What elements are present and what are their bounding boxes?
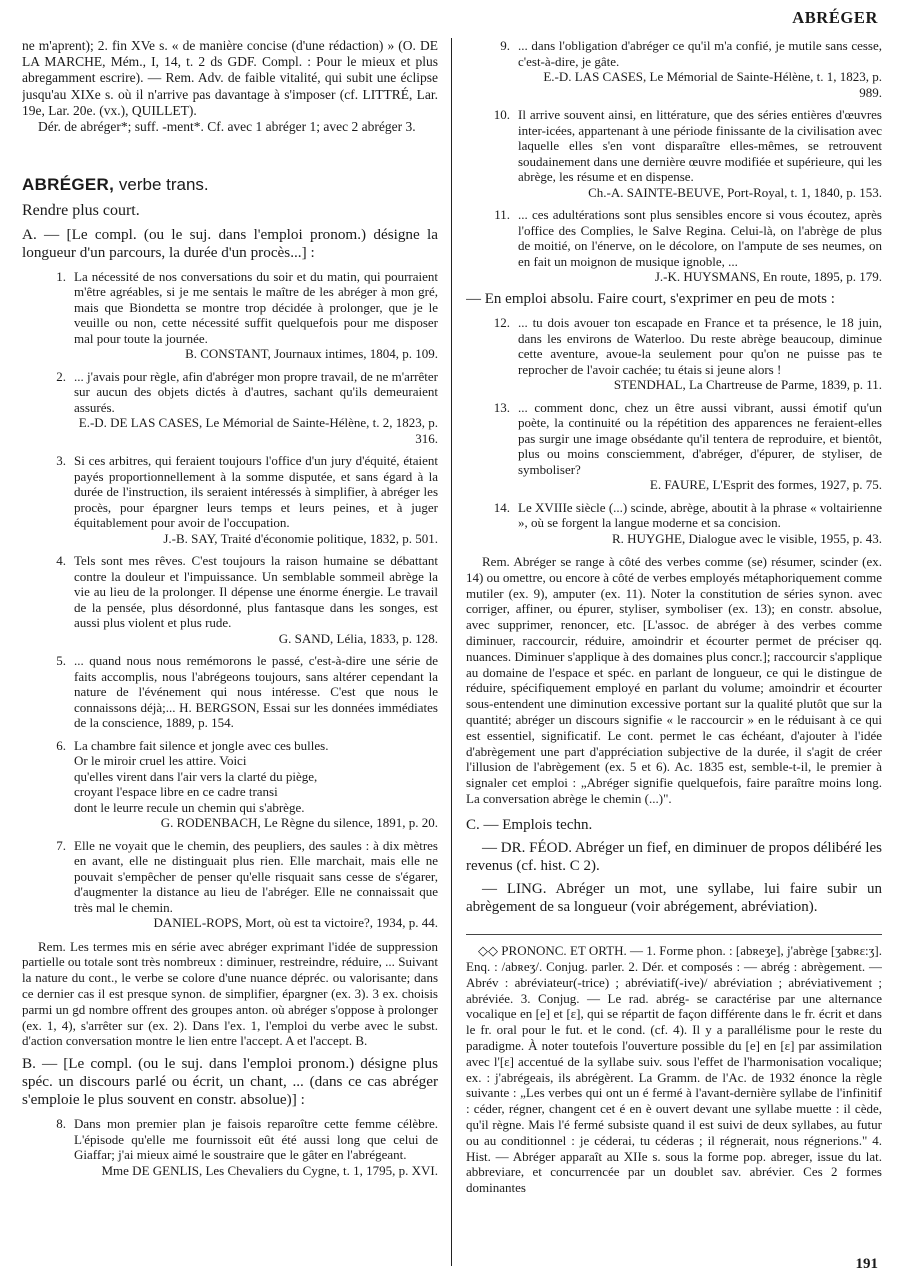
example-item [466, 315, 882, 393]
entry-heading [22, 177, 438, 193]
example-text: ... j'avais pour règle, afin d'abréger mon propre travail, de ne m'arrêter sur aucun des objets dictés à d'autres, sachant qu'ils demeuraient assurés. [74, 368, 438, 415]
example-item [466, 500, 882, 547]
example-source: B. CONSTANT, Journaux intimes, 1804, p. 109. [185, 346, 438, 362]
example-text: Elle ne voyait que le chemin, des peupliers, des saules : à dix mètres en avant, elle ne distinguait plus rien. Elle marchait, mais elle ne pouvait s'empêcher de penser qu'elle risquait sans cesse de s'égarer, d'augmenter la distance au lieu de l'abréger. Elle ne connaissait que très mal le chemin. [74, 837, 438, 915]
example-item [466, 107, 882, 200]
running-head: ABRÉGER [792, 8, 878, 27]
example-text: Le XVIIIe siècle (...) scinde, abrège, aboutit à la phrase « voltairienne », où se forgent la langue moderne et sa concision. [518, 499, 882, 530]
headword: ABRÉGER, [22, 175, 115, 195]
remark-paragraph: Rem. Les termes mis en série avec abréger exprimant l'idée de suppression partielle ou totale sont très nombreux : diminuer, restreindre, réduire, ... Suivant la nature du cont., le verbe se colore d'une nuance dépréc. ou valorisante; dans ce dernier cas il est presque synon. de simplifier, épargner (ex. 3). 3 ex. choisis parmi un gd nombre offrent des groupes anton. où abréger s'oppose à prolonger (ex. 1, 4), s'arrêter sur (ex. 2). Dans l'ex. 1, l'emploi du verbe avec le subst. d'action conversation montre le lien entre l'accept. A et l'accept. B. [22, 938, 438, 1049]
page-number: 191 [855, 1256, 878, 1272]
example-item [22, 838, 438, 931]
example-source: R. HUYGHE, Dialogue avec le visible, 1955, p. 43. [611, 530, 882, 546]
example-number: 4. [56, 553, 66, 569]
example-number: 3. [56, 453, 66, 469]
example-number: 10. [493, 107, 510, 122]
example-source: E.-D. DE LAS CASES, Le Mémorial de Sainte-Hélène, t. 2, 1823, p. 316. [78, 415, 438, 446]
example-source: E. FAURE, L'Esprit des formes, 1927, p. 75. [649, 477, 882, 492]
example-text: ... dans l'obligation d'abréger ce qu'il m'a confié, je mutile sans cesse, c'est-à-dire, je gâte. [518, 38, 882, 69]
example-source: STENDHAL, La Chartreuse de Parme, 1839, p. 11. [613, 377, 882, 392]
example-item [22, 269, 438, 362]
example-item [22, 369, 438, 447]
example-source: Mme DE GENLIS, Les Chevaliers du Cygne, t. 1, 1795, p. XVI. [101, 1162, 438, 1178]
example-text: Il arrive souvent ainsi, en littérature, que des séries entières d'œuvres inter-icées, appartenant à une période finissante de la civilisation avec laquelle elles s'en vont disparaître elles-mêmes, se retrouvent soudainement dans une dernière œuvre modifiée et supérieure, qui les abrège, les résume et en dispense. [518, 107, 882, 184]
derivation-text: Dér. de abréger*; suff. -ment*. Cf. avec 1 abréger 1; avec 2 abréger 3. [38, 119, 416, 135]
example-number: 11. [494, 207, 510, 222]
example-source: DANIEL-ROPS, Mort, où est ta victoire?, 1934, p. 44. [153, 915, 438, 931]
column-divider [451, 38, 452, 1266]
example-item [22, 1116, 438, 1178]
example-item [22, 553, 438, 646]
example-number: 2. [56, 368, 66, 384]
example-text: Tels sont mes rêves. C'est toujours la raison humaine se débattant contre la douleur et l'impuissance. Un semblable sommeil abrège la vie au lieu de la prolonger. Il dépense une énorme énergie. Le travail de la pensée, plus désordonné, plus fantasque dans les songes, est aussi plus violent et plus rude. [74, 553, 438, 631]
example-source: J.-K. HUYSMANS, En route, 1895, p. 179. [654, 269, 882, 284]
example-text: ... tu dois avouer ton escapade en France et ta présence, le 18 juin, dans les environs de Waterloo. Du reste abrège beaucoup, diminue cette aventure, avoue-la seulement pour qu'on ne puisse pas te reprocher de l'avoir cachée; tu étais si jeune alors ! [518, 315, 882, 377]
example-item [466, 400, 882, 493]
pronunciation-section: ◇◇ PRONONC. ET ORTH. — 1. Forme phon. : [abʀeʒe], j'abrège [ʒabʀɛ:ʒ]. Enq. : /abʀeʒ/. Conjug. parler. 2. Dér. et composés : — abrég : abrègement. — Abrév : abréviateur(-trice) ; abréviatif(-ive)/ abréviation ; abréviativement ; abréviée. 3. Conjug. — Le rad. abrég- se caractérise par une alternance vocalique en [e] et [ɛ], qui se répartit de façon différente dans le fr. écrit et dans le fr. oral pour le fut. et le cond. (cf. 4). Il y a parallélisme pour le reste du paradigme. À noter toutefois l'ouverture possible du [e] en [ɛ] par assimilation avec l'[ɛ] accentué de la syllabe suiv. sous l'effet de l'harmonisation vocalique; ex. : j'abrégeais, ils abrégèrent. La Gramm. de l'Ac. de 1932 énonce la règle suivante : „Les verbes qui ont un é fermé à l'avant-dernière syllabe de l'infinitif : céder, régner, changent cet é en è ouvert devant une syllabe muette : il cède, qu'il règne. Mais l'é fermé subsiste quand il est suivi de deux syllabes, au futur ou au conditionnel : je céderai, tu céderas ; il régnerait, nous régnerions." 4. Hist. — Abréger apparaît au XIIe s. sous la forme pop. abreger, issue du lat. abbreviare, et concurrencée par un doublet sav. abrévier. Ces 2 formes dominantes [466, 934, 882, 1196]
linguistics-sense: — LING. Abréger un mot, une syllabe, lui faire subir un abrègement de sa longueur (voir abrégement, abréviation). [466, 881, 882, 915]
left-column [22, 38, 438, 1266]
remark-paragraph: Rem. Abréger se range à côté des verbes comme (se) résumer, scinder (ex. 14) ou omettre, ou encore à côté de verbes employés métaphoriquement comme mutiler (ex. 9), amputer (ex. 11). Noter la constitution de séries synon. avec corriger, affiner, ou épurer, styliser, symboliser (ex. 13); en constr. absolue, avec supprimer, renoncer, etc. [L'assoc. de abréger à des verbes comme diminuer, raccourcir, réduire, amoindrir et écourter permet de préciser qq. nuances. Diminuer s'applique à des domaines plus concr.]; raccourcir s'applique au domaine de l'espace et spéc. en parlant de longueur, ce qui le distingue de réduire, spécifiquement employé en parlant du volume; amoindrir et écourter sous-entendent une diminution excessive portant sur la qualité plutôt que sur la quantité; abréger un discours signifie « le raccourcir » en le réduisant à ce qui est essentiel, significatif. Le cont. permet le cas échéant, d'ajouter à l'idée d'abrègement une part d'appréciation subjective de la durée, il s'agit de créer l'illusion de l'abrègement (ex. 5 et 6). Ac. 1835 est, semble-t-il, le premier à signaler cet emploi : „Abréger signifie quelquefois, faire paraître moins long. La conversation abrège le chemin (...)". [466, 554, 882, 806]
example-source: J.-B. SAY, Traité d'économie politique, 1832, p. 501. [163, 530, 438, 546]
example-source: E.-D. LAS CASES, Le Mémorial de Sainte-Hélène, t. 1, 1823, p. 989. [543, 69, 882, 100]
section-b-heading: B. — [Le compl. (ou le suj. dans l'emploi pronom.) désigne plus spéc. un discours parlé ou écrit, un chant, ... (dans ce cas abréger s'emploie le plus souvent en constr. absolue)] : [22, 1055, 438, 1109]
etymology-text: ne m'aprent); 2. fin XVe s. « de manière concise (d'une rédaction) » (O. DE LA MARCHE, Mém., I, 14, t. 2 ds GDF. Compl. : Pour le mieux et plus abregamment escrire). — Rem. Adv. de faible vitalité, qui subit une éclipse jusqu'au XIXe s. où il n'arrive pas davantage à s'imposer (cf. LITTRÉ, Lar. 19e, Lar. 20e. (vx.), QUILLET). [22, 38, 438, 118]
right-column [466, 38, 882, 1266]
part-of-speech: verbe trans. [118, 175, 209, 195]
section-a-heading: A. — [Le compl. (ou le suj. dans l'emploi pronom.) désigne la longueur d'un parcours, la durée d'un procès...] : [22, 225, 438, 261]
example-item [22, 738, 438, 831]
main-definition: Rendre plus court. [22, 202, 140, 220]
example-item [466, 38, 882, 100]
example-number: 9. [500, 38, 510, 53]
example-text: La nécessité de nos conversations du soir et du matin, qui pourraient m'être agréables, si je me sentais le maître de les abréger à mon gré, mais que Biondetta se montre trop décidée à prolonger, que je le veuille ou non, cette nécessité suffit quelquefois pour me disposer mal pour toute la journée. [74, 268, 438, 346]
etymology-continuation [22, 38, 438, 135]
example-item [466, 207, 882, 285]
example-text: ... ces adultérations sont plus sensibles encore si vous écoutez, après l'office des Complies, le Salve Regina. Celui-là, on l'abrège de plus de moitié, on l'énerve, on le décolore, on l'ampute de ses neumes, on en fait un moignon de musique ignoble, ... [518, 207, 882, 269]
example-text: ... comment donc, chez un être aussi vibrant, aussi émotif qu'un poète, la continuité ou la répétition des apparences ne feraient-elles pas surgir une image obsédante qu'il tentera de reproduire, et bientôt, plus ou moins consciemment, d'abréger, d'épurer, de styliser, de symboliser? [518, 399, 882, 477]
example-number: 5. [56, 653, 66, 669]
example-text: La chambre fait silence et jongle avec ces bulles. Or le miroir cruel les attire. Voici qu'elles virent dans l'air vers la clarté du piège, croyant l'espace libre en ce cadre transi dont le leurre recule un chemin qui s'abrège. [74, 737, 329, 815]
example-source: G. SAND, Lélia, 1833, p. 128. [278, 630, 438, 646]
example-number: 13. [493, 399, 510, 415]
example-source: Ch.-A. SAINTE-BEUVE, Port-Royal, t. 1, 1840, p. 153. [588, 184, 882, 200]
example-text: ... quand nous nous remémorons le passé, c'est-à-dire une série de faits accomplis, nous l'abrégeons toujours, sans altérer cependant la nature de l'événement qui nous intéresse. C'est que nous le connaissons déjà;... H. BERGSON, Essai sur les données immédiates de la conscience, 1889, p. 154. [74, 653, 438, 731]
example-item [22, 453, 438, 546]
section-c-heading: C. — Emplois techn. [466, 816, 593, 833]
example-number: 14. [493, 499, 510, 515]
example-number: 1. [56, 268, 66, 284]
example-text: Si ces arbitres, qui feraient toujours l'office d'un jury d'équité, étaient payés proportionnellement à la somme disputée, et sans égard à la durée de l'instruction, ils seraient intéressés à simplifier, à abréger les procès, pour épargner leurs temps et leurs peines, et à juger équitablement pour avoir de l'occupation. [74, 453, 438, 531]
example-source: G. RODENBACH, Le Règne du silence, 1891, p. 20. [160, 815, 438, 831]
example-number: 6. [56, 737, 66, 753]
example-item [22, 653, 438, 731]
feudal-law-sense: — DR. FÉOD. Abréger un fief, en diminuer de propos délibéré les revenus (cf. hist. C 2). [466, 840, 882, 874]
absolute-use-heading: — En emploi absolu. Faire court, s'exprimer en peu de mots : [466, 290, 835, 307]
example-number: 8. [56, 1116, 66, 1132]
example-number: 12. [493, 315, 510, 330]
example-number: 7. [56, 837, 66, 853]
example-text: Dans mon premier plan je faisois reparoître cette femme célèbre. L'épisode qu'elle me fournissoit eût été aussi long que celui de Giaffar; j'ai mieux aimé le soustraire que le gâter en l'abrégeant. [74, 1116, 438, 1163]
